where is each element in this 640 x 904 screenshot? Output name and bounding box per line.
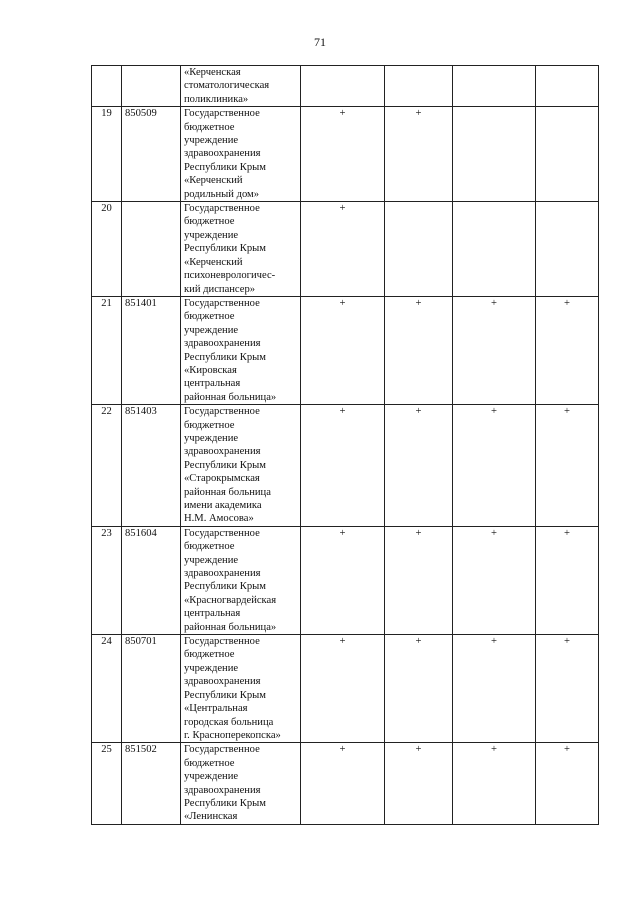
- row-number-cell: 21: [92, 296, 122, 404]
- institution-name-line: бюджетное: [184, 541, 235, 553]
- institution-code-cell: 850701: [122, 635, 181, 743]
- institution-name-line: учреждение: [184, 229, 239, 241]
- mark-cell: +: [301, 296, 385, 404]
- institution-name-line: Республики Крым: [184, 581, 266, 593]
- institution-name-line: Республики Крым: [184, 161, 266, 173]
- institution-name-line: бюджетное: [184, 757, 235, 769]
- institution-name-line: здравоохранения: [184, 338, 261, 350]
- institution-name-line: здравоохранения: [184, 676, 261, 688]
- institution-name-line: «Старокрымская: [184, 473, 260, 485]
- institution-name-line: учреждение: [184, 324, 239, 336]
- mark-cell: +: [301, 405, 385, 527]
- mark-cell: [453, 107, 536, 202]
- institution-name-line: «Керченская: [184, 67, 241, 78]
- institution-name-line: Республики Крым: [184, 459, 266, 471]
- institution-name-line: учреждение: [184, 771, 239, 783]
- table-row: [92, 635, 599, 743]
- institution-code-cell: 850509: [122, 107, 181, 202]
- table-row: [92, 202, 599, 297]
- row-number-cell: 19: [92, 107, 122, 202]
- mark-cell: [536, 202, 599, 297]
- institution-name-line: районная больница»: [184, 391, 277, 403]
- mark-cell: [453, 66, 536, 107]
- institution-name-line: учреждение: [184, 135, 239, 147]
- institution-name-line: бюджетное: [184, 649, 235, 661]
- row-number-cell: 22: [92, 405, 122, 527]
- mark-cell: +: [536, 743, 599, 824]
- institution-name-line: здравоохранения: [184, 446, 261, 458]
- institution-name-line: здравоохранения: [184, 148, 261, 160]
- institution-name-line: Н.М. Амосова»: [184, 513, 254, 525]
- mark-cell: +: [385, 526, 453, 634]
- institution-name-line: здравоохранения: [184, 784, 261, 796]
- institution-name-cell: [181, 635, 301, 743]
- mark-cell: [453, 202, 536, 297]
- institution-code-cell: [122, 202, 181, 297]
- table-row: [92, 743, 599, 824]
- institution-name-line: учреждение: [184, 554, 239, 566]
- mark-cell: +: [301, 635, 385, 743]
- institution-name-line: бюджетное: [184, 121, 235, 133]
- mark-cell: +: [536, 526, 599, 634]
- mark-cell: +: [301, 526, 385, 634]
- page-number: 71: [314, 35, 326, 49]
- mark-cell: +: [301, 107, 385, 202]
- institution-name-cell: [181, 107, 301, 202]
- institution-name-cell: [181, 526, 301, 634]
- institution-name-cell: [181, 202, 301, 297]
- mark-cell: +: [453, 296, 536, 404]
- institution-name-line: Государственное: [184, 203, 260, 215]
- institution-name-line: родильный дом»: [184, 188, 260, 200]
- institution-code-cell: 851403: [122, 405, 181, 527]
- institution-name-line: районная больница»: [184, 621, 277, 633]
- institution-name-line: учреждение: [184, 662, 239, 674]
- institution-name-line: имени академика: [184, 500, 262, 511]
- institution-name-cell: [181, 405, 301, 527]
- mark-cell: +: [453, 405, 536, 527]
- institution-name-line: Государственное: [184, 744, 260, 756]
- institution-name-line: центральная: [184, 378, 241, 390]
- mark-cell: +: [385, 743, 453, 824]
- mark-cell: +: [385, 296, 453, 404]
- row-number-cell: 25: [92, 743, 122, 824]
- table-row: [92, 66, 599, 107]
- institution-name-line: психоневрологичес-: [184, 270, 276, 282]
- row-number-cell: 24: [92, 635, 122, 743]
- mark-cell: +: [453, 743, 536, 824]
- mark-cell: [385, 66, 453, 107]
- institution-code-cell: 851401: [122, 296, 181, 404]
- institution-code-cell: [122, 66, 181, 107]
- institution-name-line: бюджетное: [184, 216, 235, 228]
- mark-cell: [536, 66, 599, 107]
- institution-name-line: учреждение: [184, 432, 239, 444]
- institution-name-line: Государственное: [184, 636, 260, 648]
- institution-name-line: Государственное: [184, 108, 260, 120]
- institution-name-line: Государственное: [184, 406, 260, 418]
- institution-name-line: Республики Крым: [184, 243, 266, 255]
- institution-name-line: Государственное: [184, 297, 260, 309]
- institution-name-line: «Керченский: [184, 256, 243, 268]
- mark-cell: [536, 107, 599, 202]
- institution-name-line: бюджетное: [184, 419, 235, 431]
- institution-name-line: «Красногвардейская: [184, 594, 277, 606]
- mark-cell: +: [536, 635, 599, 743]
- institution-name-cell: [181, 743, 301, 824]
- institution-name-line: «Кировская: [184, 364, 237, 376]
- row-number-cell: 23: [92, 526, 122, 634]
- mark-cell: +: [536, 405, 599, 527]
- institution-name-line: здравоохранения: [184, 568, 261, 580]
- institution-name-line: Республики Крым: [184, 689, 266, 701]
- mark-cell: +: [453, 526, 536, 634]
- institution-name-line: поликлиника»: [184, 93, 249, 105]
- table-row: [92, 296, 599, 404]
- mark-cell: +: [385, 405, 453, 527]
- institution-name-line: стоматологическая: [184, 80, 270, 92]
- institutions-table: [91, 65, 599, 825]
- institution-name-line: районная больница: [184, 486, 271, 498]
- institution-name-line: городская больница: [184, 716, 274, 728]
- mark-cell: [385, 202, 453, 297]
- table-row: [92, 107, 599, 202]
- table-row: [92, 405, 599, 527]
- mark-cell: +: [301, 743, 385, 824]
- institution-name-line: «Центральная: [184, 703, 248, 715]
- institution-name-line: Республики Крым: [184, 797, 266, 809]
- institution-name-line: Государственное: [184, 527, 260, 539]
- table-row: [92, 526, 599, 634]
- mark-cell: +: [536, 296, 599, 404]
- mark-cell: +: [453, 635, 536, 743]
- institution-name-line: кий диспансер»: [184, 283, 256, 295]
- institution-name-line: г. Красноперекопска»: [184, 729, 281, 741]
- institution-name-line: Республики Крым: [184, 351, 266, 363]
- institution-name-line: «Ленинская: [184, 811, 238, 823]
- row-number-cell: [92, 66, 122, 107]
- table-body: [92, 66, 599, 825]
- institution-name-cell: [181, 296, 301, 404]
- institution-name-line: «Керченский: [184, 175, 243, 187]
- institution-name-cell: [181, 66, 301, 107]
- row-number-cell: 20: [92, 202, 122, 297]
- institution-code-cell: 851604: [122, 526, 181, 634]
- institution-code-cell: 851502: [122, 743, 181, 824]
- mark-cell: +: [385, 635, 453, 743]
- institution-name-line: центральная: [184, 608, 241, 620]
- institution-name-line: бюджетное: [184, 311, 235, 323]
- mark-cell: [301, 66, 385, 107]
- mark-cell: +: [385, 107, 453, 202]
- mark-cell: +: [301, 202, 385, 297]
